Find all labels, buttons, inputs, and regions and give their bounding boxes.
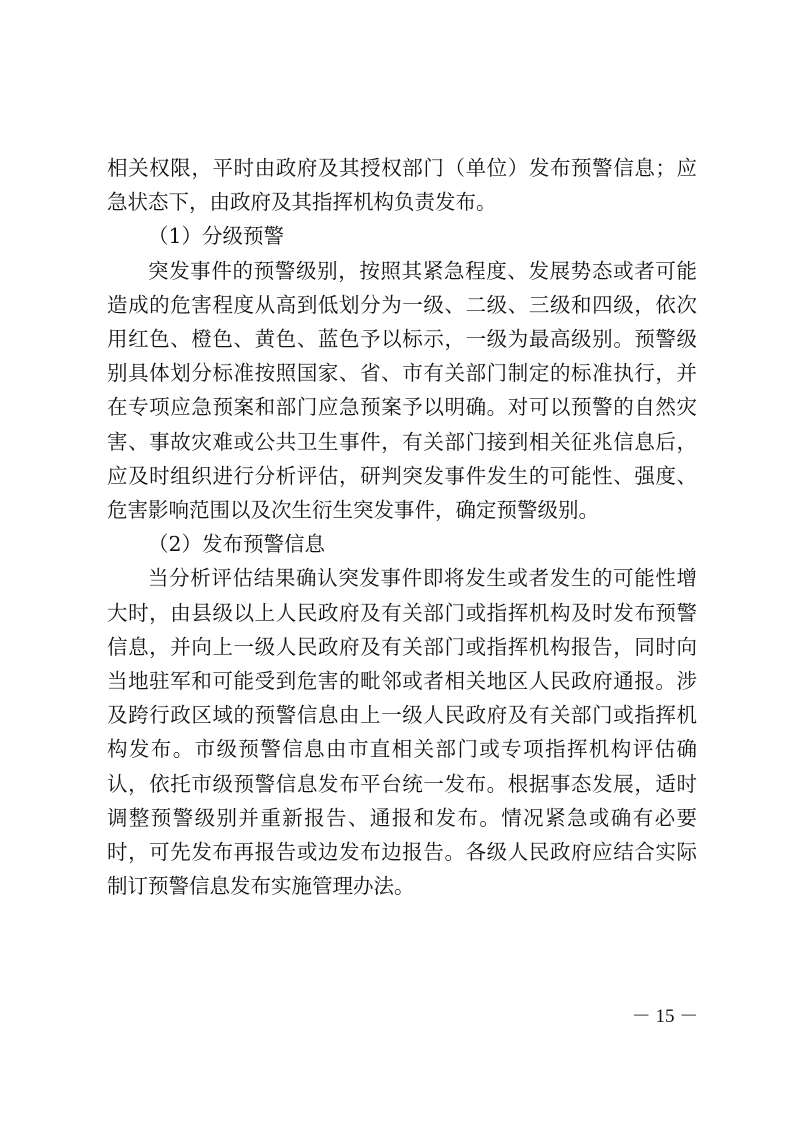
body-paragraph-publish: 当分析评估结果确认突发事件即将发生或者发生的可能性增大时，由县级以上人民政府及有关部门或指挥机构及时发布预警信息，并向上一级人民政府及有关部门或指挥机构报告，同时向当地驻军和可能受到危害的毗邻或者相关地区人民政府通报。涉及跨行政区域的预警信息由上一级人民政府及有关部门或指挥机构发布。市级预警信息由市直相关部门或专项指挥机构评估确认，依托市级预警信息发布平台统一发布。根据事态发展，适时调整预警级别并重新报告、通报和发布。情况紧急或确有必要时，可先发布再报告或边发布边报告。各级人民政府应结合实际制订预警信息发布实施管理办法。 (107, 566, 697, 899)
body-paragraph-grading: 突发事件的预警级别，按照其紧急程度、发展势态或者可能造成的危害程度从高到低划分为一级、二级、三级和四级，依次用红色、橙色、黄色、蓝色予以标示，一级为最高级别。预警级别具体划分标准按照国家、省、市有关部门制定的标准执行，并在专项应急预案和部门应急预案予以明确。对可以预警的自然灾害、事故灾难或公共卫生事件，有关部门接到相关征兆信息后，应及时组织进行分析评估，研判突发事件发生的可能性、强度、危害影响范围以及次生衍生突发事件，确定预警级别。 (107, 258, 697, 523)
section-heading-grading: （1）分级预警 (148, 224, 285, 249)
continuation-paragraph: 相关权限，平时由政府及其授权部门（单位）发布预警信息；应急状态下，由政府及其指挥机构负责发布。 (107, 156, 697, 215)
document-body (107, 151, 697, 903)
section-heading-publish: （2）发布预警信息 (148, 532, 326, 557)
page-number: － 15 － (631, 1006, 699, 1027)
